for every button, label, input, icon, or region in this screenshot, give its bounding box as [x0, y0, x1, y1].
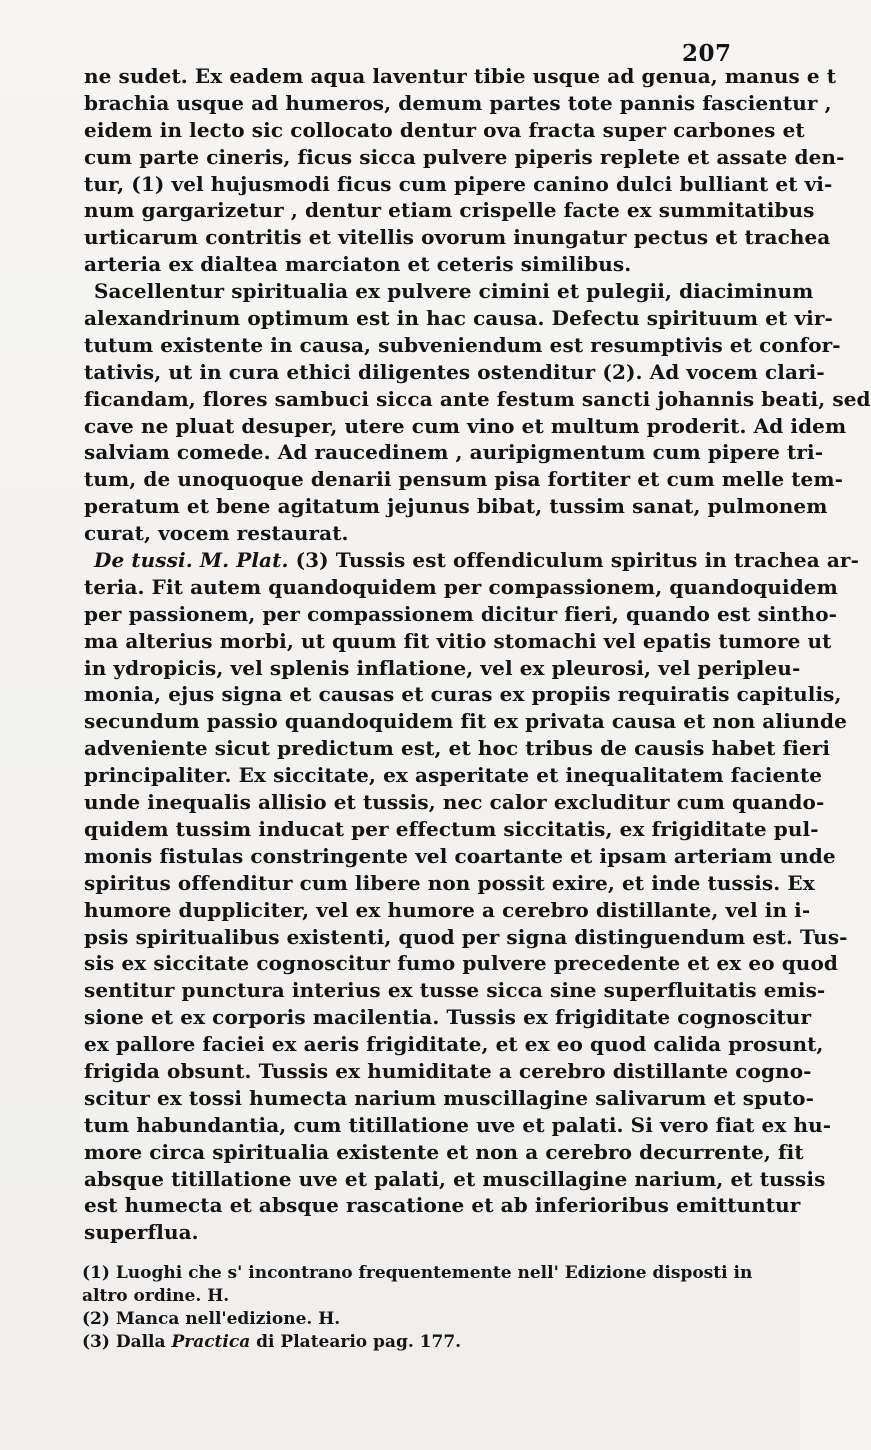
text-line: humore duppliciter, vel ex humore a cerebro distillante, vel in i- — [84, 897, 811, 922]
text-line: more circa spiritualia existente et non a cerebro decurrente, fit — [84, 1139, 804, 1164]
text-line: quidem tussim inducat per effectum siccitatis, ex frigiditate pul- — [84, 816, 819, 841]
text-line: psis spiritualibus existenti, quod per signa distinguendum est. Tus- — [84, 924, 848, 949]
text-line: eidem in lecto sic collocato dentur ova fracta super carbones et — [84, 117, 805, 142]
text-line: tur, (1) vel hujusmodi ficus cum pipere canino dulci bulliant et vi- — [84, 171, 833, 196]
footnote-1: (1) Luoghi che s' incontrano frequentemente nell' Edizione disposti in — [82, 1263, 753, 1283]
text-line: monia, ejus signa et causas et curas ex propiis requiratis capitulis, — [84, 682, 842, 707]
text-line: curat, vocem restaurat. — [84, 521, 349, 546]
text-line: arteria ex dialtea marciaton et ceteris similibus. — [84, 252, 632, 277]
text-line: sione et ex corporis macilentia. Tussis ex frigiditate cognoscitur — [84, 1005, 812, 1030]
text-line: spiritus offenditur cum libere non possit exire, et inde tussis. Ex — [84, 870, 815, 895]
section-marker: De tussi. M. Plat. — [94, 548, 289, 573]
footnote-3-suffix: di Plateario pag. 177. — [250, 1332, 462, 1352]
footnote-3 — [82, 1331, 782, 1354]
text-line: monis fistulas constringente vel coartante et ipsam arteriam unde — [84, 843, 836, 868]
text-line: sentitur punctura interius ex tusse sicca sine superfluitatis emis- — [84, 978, 826, 1003]
text-line: absque titillatione uve et palati, et muscillagine narium, et tussis — [84, 1166, 826, 1191]
text-line: ficandam, flores sambuci sicca ante festum sancti johannis beati, sed — [84, 386, 871, 411]
text-line: teria. Fit autem quandoquidem per compassionem, quandoquidem — [84, 574, 838, 599]
footnote-2: (2) Manca nell'edizione. H. — [82, 1309, 341, 1329]
text-line: per passionem, per compassionem dicitur fieri, quando est sintho- — [84, 601, 838, 626]
footnote-1-continuation: altro ordine. H. — [82, 1286, 230, 1306]
text-line: alexandrinum optimum est in hac causa. Defectu spirituum et vir- — [84, 306, 833, 331]
text-line: tativis, ut in cura ethici diligentes ostenditur (2). Ad vocem clari- — [84, 359, 825, 384]
paragraph-start-line: Sacellentur spiritualia ex pulvere cimini et pulegii, diaciminum — [94, 279, 814, 304]
text-line: est humecta et absque rascatione et ab inferioribus emittuntur — [84, 1193, 801, 1218]
text-line: urticarum contritis et vitellis ovorum inungatur pectus et trachea — [84, 225, 831, 250]
text-line: tum habundantia, cum titillatione uve et palati. Si vero fiat ex hu- — [84, 1112, 832, 1137]
text-line: adveniente sicut predictum est, et hoc tribus de causis habet fieri — [84, 736, 831, 761]
text-line: unde inequalis allisio et tussis, nec calor excluditur cum quando- — [84, 790, 825, 815]
page-number: 207 — [682, 40, 732, 67]
text-line: cave ne pluat desuper, utere cum vino et multum proderit. Ad idem — [84, 413, 847, 438]
text-line: ne sudet. Ex eadem aqua laventur tibie usque ad genua, manus e t — [84, 64, 837, 88]
text-line: ma alterius morbi, ut quum fit vitio stomachi vel epatis tumore ut — [84, 628, 832, 653]
footnotes — [82, 1262, 782, 1354]
body-text — [84, 63, 871, 1246]
section-start-text: (3) Tussis est offendiculum spiritus in trachea ar- — [295, 548, 859, 573]
text-line: in ydropicis, vel splenis inflatione, vel ex pleurosi, vel peripleu- — [84, 655, 801, 680]
text-line: ex pallore faciei ex aeris frigiditate, et ex eo quod calida prosunt, — [84, 1032, 824, 1057]
text-line: cum parte cineris, ficus sicca pulvere piperis replete et assate den- — [84, 144, 845, 169]
text-line: scitur ex tossi humecta narium muscillagine salivarum et sputo- — [84, 1085, 814, 1110]
footnote-3-prefix: (3) Dalla — [82, 1332, 172, 1352]
text-line: tutum existente in causa, subveniendum est resumptivis et confor- — [84, 332, 841, 357]
text-line: tum, de unoquoque denarii pensum pisa fortiter et cum melle tem- — [84, 467, 844, 492]
section-start-line — [84, 547, 859, 574]
footnote-3-title: Practica — [171, 1332, 251, 1352]
text-line: principaliter. Ex siccitate, ex asperitate et inequalitatem faciente — [84, 763, 823, 788]
text-line: num gargarizetur , dentur etiam crispelle facte ex summitatibus — [84, 198, 815, 223]
text-line: sis ex siccitate cognoscitur fumo pulvere precedente et ex eo quod — [84, 951, 838, 976]
text-line: superflua. — [84, 1220, 199, 1245]
text-line: salviam comede. Ad raucedinem , auripigmentum cum pipere tri- — [84, 440, 824, 465]
text-line: peratum et bene agitatum jejunus bibat, tussim sanat, pulmonem — [84, 494, 828, 519]
text-line: secundum passio quandoquidem fit ex privata causa et non aliunde — [84, 709, 847, 734]
text-line: frigida obsunt. Tussis ex humiditate a cerebro distillante cogno- — [84, 1058, 812, 1083]
text-line: brachia usque ad humeros, demum partes tote pannis fascientur , — [84, 90, 832, 115]
